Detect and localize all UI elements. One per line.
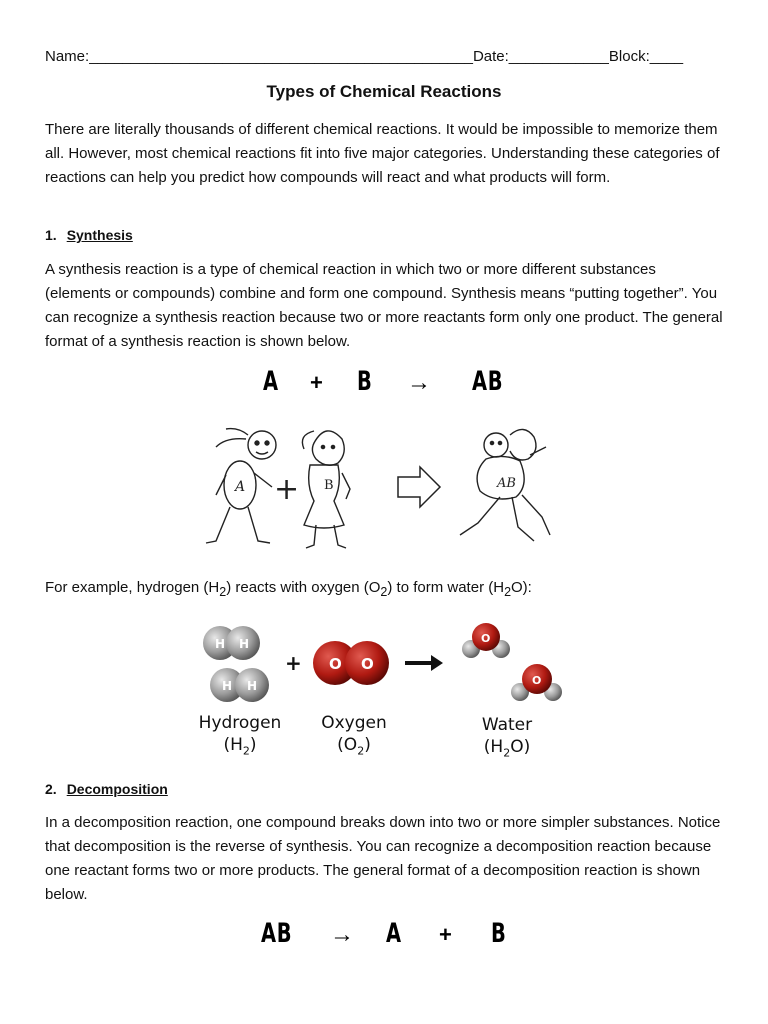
o-atom-label: O <box>329 655 342 673</box>
decomposition-paragraph: In a decomposition reaction, one compound breaks down into two or more simpler substances. Notice that decomposition is the reverse of synthesis. You can recognize a decomposition reaction because one reactant forms two or more products. The general format of a decomposition reaction is shown below. <box>45 814 721 903</box>
cartoon-plus: + <box>274 472 300 507</box>
formula-b: B <box>357 366 373 397</box>
example-text-2: ) reacts with oxygen (O <box>226 579 381 596</box>
date-blank[interactable]: ____________ <box>508 48 609 65</box>
character-b-letter: B <box>324 478 334 493</box>
molecule-plus: + <box>285 651 302 675</box>
o-atom-label: O <box>481 632 491 645</box>
h-atom-label: H <box>222 679 233 693</box>
water-name: Water <box>481 715 533 735</box>
formula-product: AB <box>472 366 504 397</box>
synthesis-number: 1. <box>45 227 57 243</box>
formula-arrow: → <box>407 369 431 396</box>
character-a-letter: A <box>235 479 246 495</box>
example-sub-1: 2 <box>219 585 227 599</box>
oxygen-name: Oxygen <box>321 713 387 733</box>
block-blank[interactable]: ____ <box>649 48 684 65</box>
o-atom-label: O <box>532 674 542 687</box>
decomp-formula-b: B <box>491 918 507 949</box>
oxygen-molecule <box>313 641 389 685</box>
date-label: Date: <box>472 48 509 65</box>
h-atom-label: H <box>215 637 226 651</box>
water-molecule-1 <box>462 623 510 658</box>
name-blank[interactable]: ______________________________________________ <box>89 48 473 65</box>
decomp-formula-a: A <box>386 918 402 949</box>
molecule-arrow <box>405 655 443 671</box>
synthesis-paragraph: A synthesis reaction is a type of chemical reaction in which two or more different substances (elements or compounds) combine and form one compound. Synthesis means “putting together”. You can recognize a synthesis reaction because two or more reactants form only one product. The general format of a synthesis reaction is shown below. <box>45 261 723 350</box>
hydrogen-formula: $(H_2)$ <box>223 735 257 758</box>
decomposition-heading <box>45 781 168 797</box>
cartoon-arrow <box>398 467 440 507</box>
decomposition-number: 2. <box>45 781 57 797</box>
water-formula: $(H_2O)$ <box>483 737 531 760</box>
oxygen-label <box>306 712 402 762</box>
decomp-formula-reactant: AB <box>261 918 293 949</box>
h-atom-label: H <box>239 637 250 651</box>
formula-plus: + <box>310 370 323 395</box>
synthesis-heading <box>45 227 133 243</box>
decomp-formula-plus: + <box>439 922 452 947</box>
characters-ab-letters: AB <box>497 476 516 491</box>
intro-paragraph: There are literally thousands of different chemical reactions. It would be impossible to memorize them all. However, most chemical reactions fit into five major categories. Understanding these categories of reactions can help you predict how compounds will react and what products will form. <box>45 121 720 186</box>
example-sub-2: 2 <box>380 585 388 599</box>
h-atom-label: H <box>247 679 258 693</box>
hydrogen-molecule-1 <box>203 626 260 660</box>
example-text-4: O): <box>511 579 532 596</box>
header-fields <box>45 48 725 65</box>
synthesis-heading-text: Synthesis <box>66 227 133 243</box>
hydrogen-name: Hydrogen <box>198 713 282 733</box>
block-label: Block: <box>608 48 650 65</box>
molecule-diagram <box>195 615 575 715</box>
example-sub-3: 2 <box>504 585 512 599</box>
hydrogen-label <box>190 712 290 762</box>
example-text-3: ) to form water (H <box>387 579 505 596</box>
synthesis-example <box>45 576 725 604</box>
page-title: Types of Chemical Reactions <box>266 82 502 101</box>
o-atom-label: O <box>361 655 374 673</box>
oxygen-formula: $(O_2)$ <box>337 735 371 758</box>
name-label: Name: <box>45 48 90 65</box>
decomp-formula-arrow: → <box>330 921 354 948</box>
formula-a: A <box>263 366 279 397</box>
decomposition-heading-text: Decomposition <box>66 781 168 797</box>
synthesis-cartoon <box>200 425 570 550</box>
water-label <box>462 714 552 764</box>
hydrogen-molecule-2 <box>210 668 269 702</box>
example-text-1: For example, hydrogen (H <box>45 579 220 596</box>
water-molecule-2 <box>511 664 562 701</box>
